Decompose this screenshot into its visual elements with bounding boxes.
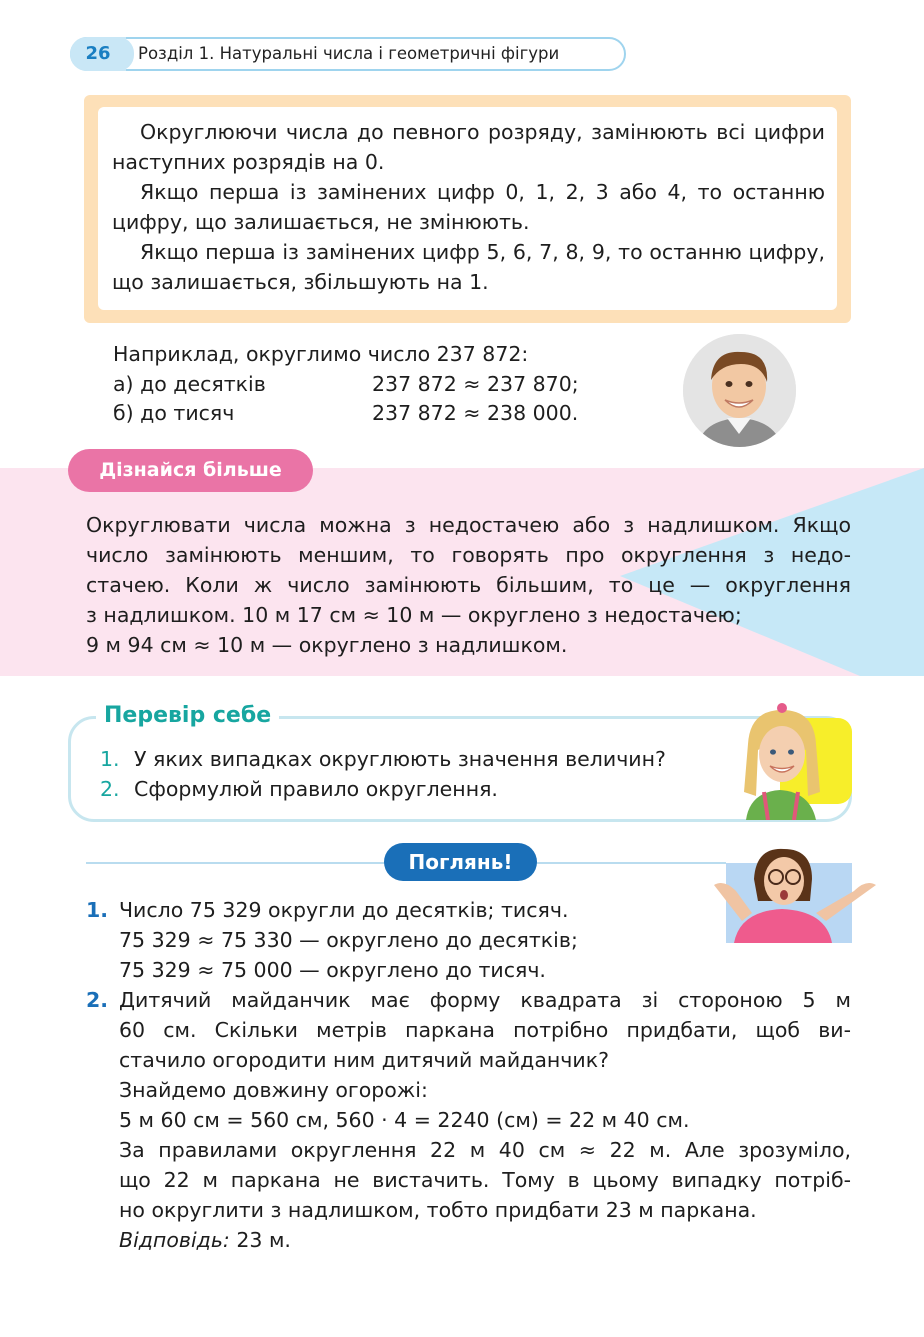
rule-box-inner: [98, 107, 837, 310]
task-line: 5 м 60 см = 560 см, 560 · 4 = 2240 (см) = 22 м 40 см.: [119, 1108, 690, 1132]
page-number: 26: [70, 37, 126, 71]
task-line: що 22 м паркана не вистачить. Тому в цьому випадку потріб-: [119, 1168, 851, 1192]
example-intro: Наприклад, округлимо число 237 872:: [113, 342, 529, 366]
rule-box: [84, 95, 851, 323]
task-line: 60 см. Скільки метрів паркана потрібно придбати, щоб ви-: [119, 1018, 851, 1042]
list-item-number: 2.: [100, 777, 120, 801]
girl-photo: [728, 700, 852, 820]
answer-value: 23 м.: [229, 1228, 291, 1252]
chapter-title: Розділ 1. Натуральні числа і геометричні фігури: [138, 44, 560, 63]
task-line: стачило огородити ним дитячий майданчик?: [119, 1048, 609, 1072]
learn-more-line: число замінюють меншим, то говорять про округлення з недо-: [86, 543, 851, 567]
task-line: но округлити з надлишком, тобто придбати 23 м паркана.: [119, 1198, 757, 1222]
learn-more-line: з надлишком. 10 м 17 см ≈ 10 м — округлено з недостачею;: [86, 603, 742, 627]
example-row: [113, 370, 579, 400]
learn-more-text: [86, 510, 851, 660]
example-label: а) до десятків: [113, 371, 266, 396]
task-line: Дитячий майданчик має форму квадрата зі стороною 5 м: [119, 988, 851, 1012]
page-header: [70, 37, 626, 71]
example-value: 237 872 ≈ 238 000.: [372, 401, 579, 425]
learn-more-line: Округлювати числа можна з недостачею або з надлишком. Якщо: [86, 513, 851, 537]
list-item: [100, 774, 666, 804]
task-line: За правилами округлення 22 м 40 см ≈ 22 м. Але зрозуміло,: [119, 1138, 851, 1162]
list-item-text: У яких випадках округлюють значення величин?: [134, 747, 666, 771]
task-line: Знайдемо довжину огорожі:: [119, 1078, 428, 1102]
learn-more-line: стачею. Коли ж число замінюють більшим, то це — округлення: [86, 573, 851, 597]
example-label: б) до тисяч: [113, 401, 235, 425]
boy-photo: [683, 334, 796, 447]
learn-more-title: Дізнайся більше: [68, 449, 313, 492]
answer-label: Відповідь:: [119, 1228, 230, 1252]
example-row: [113, 399, 579, 429]
task-1: [86, 895, 851, 985]
rule-paragraph: Якщо перша із замінених цифр 5, 6, 7, 8, 9, то останню цифру, що залишається, збільшують на 1.: [112, 240, 825, 294]
list-item: [100, 744, 666, 774]
task-line: 75 329 ≈ 75 000 — округлено до тисяч.: [119, 958, 546, 982]
rule-paragraph: Округлюючи числа до певного розряду, замінюють всі цифри наступних розрядів на 0.: [112, 120, 825, 174]
task-number: 2.: [86, 988, 109, 1012]
list-item-number: 1.: [100, 747, 120, 771]
task-line: Число 75 329 округли до десятків; тисяч.: [119, 898, 569, 922]
example-block: [113, 340, 579, 429]
check-yourself-title: Перевір себе: [96, 700, 279, 732]
answer-line: [119, 1225, 851, 1255]
example-value: 237 872 ≈ 237 870;: [372, 371, 579, 396]
list-item-text: Сформулюй правило округлення.: [134, 777, 498, 801]
look-tasks: [86, 895, 851, 1255]
task-2: [86, 985, 851, 1255]
task-number: 1.: [86, 898, 109, 922]
check-yourself-list: [100, 744, 666, 804]
learn-more-line: 9 м 94 см ≈ 10 м — округлено з надлишком.: [86, 633, 568, 657]
rule-paragraph: Якщо перша із замінених цифр 0, 1, 2, 3 або 4, то останню цифру, що залишається, не змінюють.: [112, 180, 825, 234]
look-title: Поглянь!: [384, 843, 537, 881]
task-line: 75 329 ≈ 75 330 — округлено до десятків;: [119, 928, 578, 952]
